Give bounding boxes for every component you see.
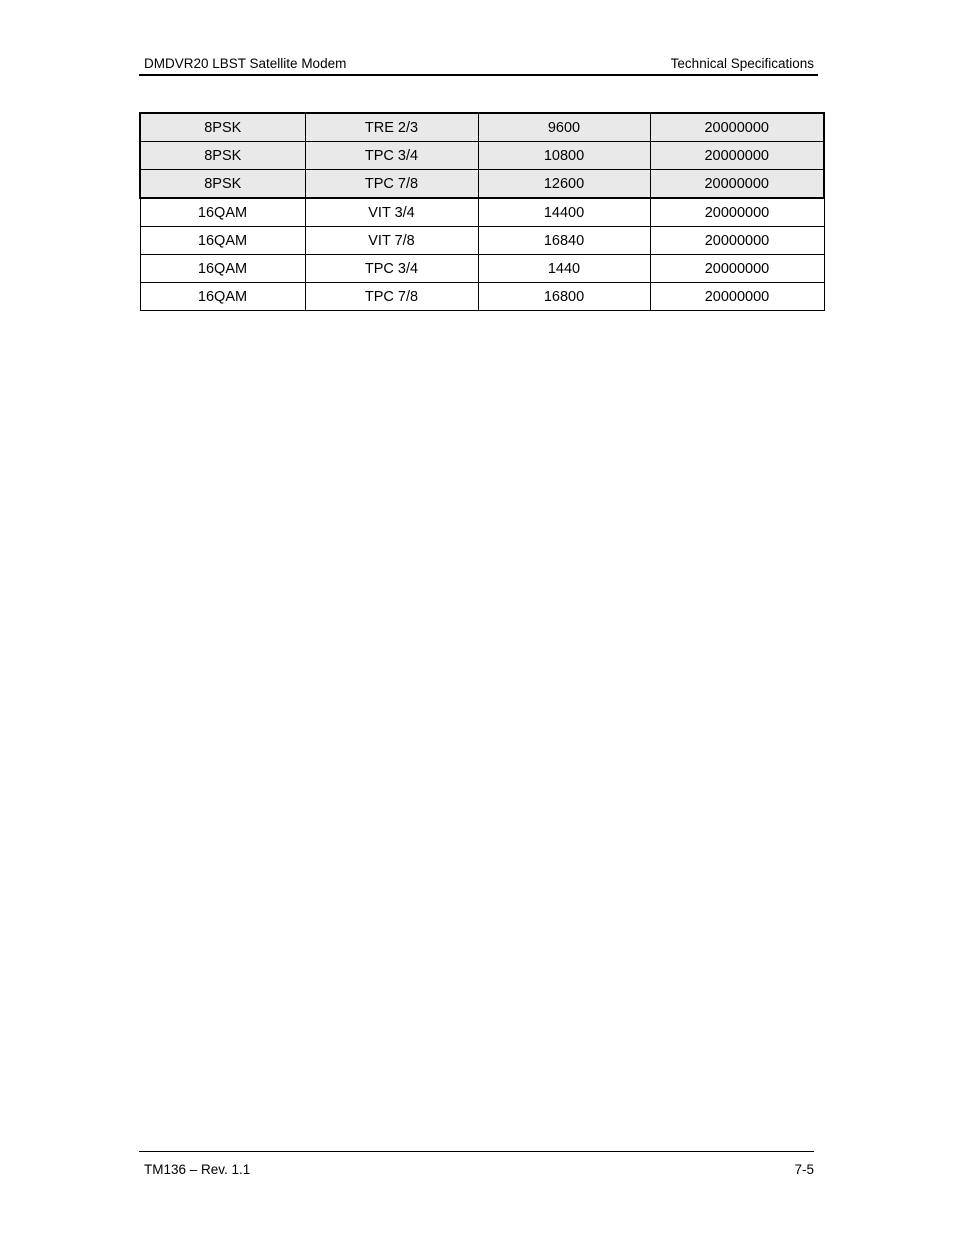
- table-cell-modulation: 16QAM: [140, 227, 305, 255]
- header-divider: [139, 74, 818, 76]
- table-cell-code: TPC 3/4: [305, 255, 478, 283]
- table-cell-rate: 14400: [478, 198, 650, 227]
- table-row: [140, 283, 824, 311]
- table-cell-modulation: 16QAM: [140, 198, 305, 227]
- table-cell-code: VIT 7/8: [305, 227, 478, 255]
- table-cell-rate: 10800: [478, 142, 650, 170]
- table-cell-rate: 9600: [478, 113, 650, 142]
- table-cell-value: 20000000: [650, 113, 824, 142]
- table-cell-value: 20000000: [650, 170, 824, 199]
- footer-page-number: 7-5: [794, 1162, 814, 1177]
- table-cell-modulation: 16QAM: [140, 255, 305, 283]
- table-cell-value: 20000000: [650, 142, 824, 170]
- table-cell-rate: 16800: [478, 283, 650, 311]
- table-row: [140, 227, 824, 255]
- table-cell-code: TPC 7/8: [305, 170, 478, 199]
- footer-divider: [139, 1151, 814, 1152]
- table-cell-rate: 12600: [478, 170, 650, 199]
- table-cell-value: 20000000: [650, 227, 824, 255]
- table-cell-code: TRE 2/3: [305, 113, 478, 142]
- table-row: [140, 255, 824, 283]
- footer-document-revision: TM136 – Rev. 1.1: [144, 1162, 251, 1177]
- table-cell-modulation: 8PSK: [140, 170, 305, 199]
- header-section-title: Technical Specifications: [670, 56, 814, 71]
- spec-table: [139, 112, 825, 311]
- table-cell-modulation: 8PSK: [140, 142, 305, 170]
- table-cell-value: 20000000: [650, 255, 824, 283]
- table-cell-code: VIT 3/4: [305, 198, 478, 227]
- table-row: [140, 113, 824, 142]
- table-cell-code: TPC 7/8: [305, 283, 478, 311]
- table-cell-value: 20000000: [650, 198, 824, 227]
- table-cell-modulation: 16QAM: [140, 283, 305, 311]
- table-cell-value: 20000000: [650, 283, 824, 311]
- table-row: [140, 198, 824, 227]
- table-cell-code: TPC 3/4: [305, 142, 478, 170]
- table-cell-modulation: 8PSK: [140, 113, 305, 142]
- table-cell-rate: 16840: [478, 227, 650, 255]
- table-cell-rate: 1440: [478, 255, 650, 283]
- table-row: [140, 170, 824, 199]
- table-row: [140, 142, 824, 170]
- header-document-title: DMDVR20 LBST Satellite Modem: [144, 56, 347, 71]
